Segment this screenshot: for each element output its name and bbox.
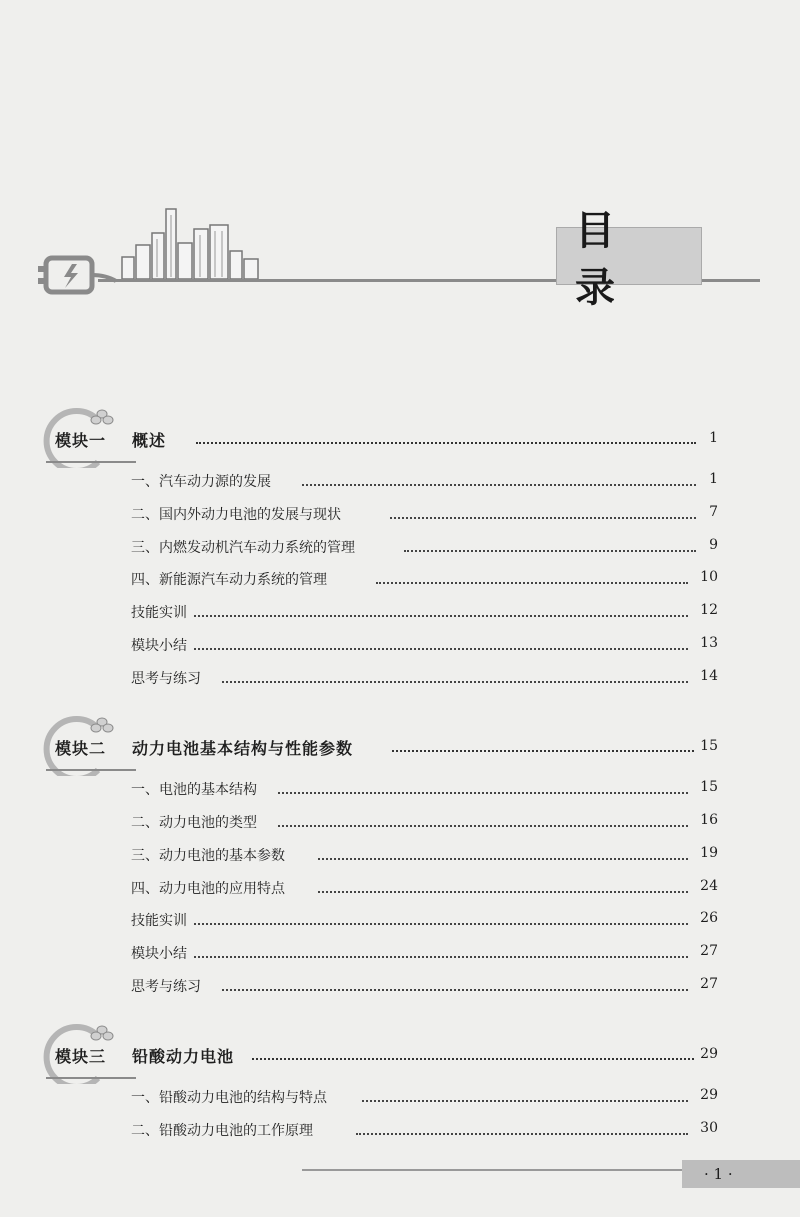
page-number: · 1 · bbox=[682, 1160, 800, 1188]
dot-leader bbox=[194, 615, 688, 617]
entry-page: 29 bbox=[700, 1087, 718, 1103]
module-title: 铅酸动力电池 bbox=[132, 1047, 235, 1066]
entry-page: 12 bbox=[700, 602, 718, 618]
module-label: 模块三 bbox=[55, 1047, 107, 1066]
dot-leader bbox=[404, 550, 696, 552]
dot-leader bbox=[318, 891, 688, 893]
module-label: 模块一 bbox=[55, 431, 107, 450]
entry-page: 27 bbox=[700, 976, 718, 992]
toc-entry[interactable] bbox=[0, 973, 800, 999]
module-page: 15 bbox=[700, 738, 718, 754]
toc-entry[interactable] bbox=[0, 1117, 800, 1143]
dot-leader bbox=[278, 792, 688, 794]
entry-title: 技能实训 bbox=[131, 605, 187, 621]
entry-title: 二、动力电池的类型 bbox=[131, 815, 257, 831]
entry-title: 一、铅酸动力电池的结构与特点 bbox=[131, 1090, 327, 1106]
entry-title: 一、汽车动力源的发展 bbox=[131, 474, 271, 490]
entry-page: 1 bbox=[709, 471, 718, 487]
module-heading[interactable] bbox=[0, 1022, 800, 1082]
entry-title: 三、动力电池的基本参数 bbox=[131, 848, 285, 864]
city-skyline-icon bbox=[118, 205, 268, 280]
toc-entry[interactable] bbox=[0, 501, 800, 527]
entry-page: 14 bbox=[700, 668, 718, 684]
entry-title: 三、内燃发动机汽车动力系统的管理 bbox=[131, 540, 355, 556]
dot-leader bbox=[376, 582, 688, 584]
toc-entry[interactable] bbox=[0, 907, 800, 933]
module-heading[interactable] bbox=[0, 406, 800, 466]
entry-page: 24 bbox=[700, 878, 718, 894]
module-page: 29 bbox=[700, 1046, 718, 1062]
dot-leader bbox=[390, 517, 696, 519]
toc-entry[interactable] bbox=[0, 875, 800, 901]
dot-leader bbox=[194, 956, 688, 958]
entry-page: 10 bbox=[700, 569, 718, 585]
entry-page: 9 bbox=[709, 537, 718, 553]
entry-title: 技能实训 bbox=[131, 913, 187, 929]
toc-entry[interactable] bbox=[0, 632, 800, 658]
entry-page: 27 bbox=[700, 943, 718, 959]
entry-title: 四、新能源汽车动力系统的管理 bbox=[131, 572, 327, 588]
entry-page: 30 bbox=[700, 1120, 718, 1136]
toc-entry[interactable] bbox=[0, 534, 800, 560]
toc-entry[interactable] bbox=[0, 842, 800, 868]
entry-page: 15 bbox=[700, 779, 718, 795]
toc-entry[interactable] bbox=[0, 468, 800, 494]
toc-entry[interactable] bbox=[0, 940, 800, 966]
toc-entry[interactable] bbox=[0, 599, 800, 625]
entry-title: 思考与练习 bbox=[131, 671, 201, 687]
module-heading[interactable] bbox=[0, 714, 800, 774]
entry-title: 思考与练习 bbox=[131, 979, 201, 995]
entry-title: 二、国内外动力电池的发展与现状 bbox=[131, 507, 341, 523]
dot-leader bbox=[222, 681, 688, 683]
toc-entry[interactable] bbox=[0, 776, 800, 802]
entry-title: 模块小结 bbox=[131, 946, 187, 962]
entry-page: 7 bbox=[709, 504, 718, 520]
toc-entry[interactable] bbox=[0, 1084, 800, 1110]
module-label: 模块二 bbox=[55, 739, 107, 758]
entry-page: 19 bbox=[700, 845, 718, 861]
entry-title: 模块小结 bbox=[131, 638, 187, 654]
entry-title: 四、动力电池的应用特点 bbox=[131, 881, 285, 897]
entry-page: 13 bbox=[700, 635, 718, 651]
dot-leader bbox=[356, 1133, 688, 1135]
dot-leader bbox=[194, 923, 688, 925]
module-title: 动力电池基本结构与性能参数 bbox=[132, 739, 354, 758]
module-page: 1 bbox=[709, 430, 718, 446]
dot-leader bbox=[252, 1058, 694, 1060]
module-title: 概述 bbox=[132, 431, 167, 450]
entry-title: 二、铅酸动力电池的工作原理 bbox=[131, 1123, 313, 1139]
dot-leader bbox=[318, 858, 688, 860]
toc-entry[interactable] bbox=[0, 665, 800, 691]
page-title: 目 录 bbox=[556, 227, 702, 285]
toc-entry[interactable] bbox=[0, 566, 800, 592]
dot-leader bbox=[194, 648, 688, 650]
toc-entry[interactable] bbox=[0, 809, 800, 835]
entry-title: 一、电池的基本结构 bbox=[131, 782, 257, 798]
entry-page: 26 bbox=[700, 910, 718, 926]
dot-leader bbox=[196, 442, 696, 444]
dot-leader bbox=[362, 1100, 688, 1102]
entry-page: 16 bbox=[700, 812, 718, 828]
dot-leader bbox=[302, 484, 696, 486]
dot-leader bbox=[392, 750, 694, 752]
dot-leader bbox=[222, 989, 688, 991]
footer-rule bbox=[302, 1169, 682, 1171]
dot-leader bbox=[278, 825, 688, 827]
